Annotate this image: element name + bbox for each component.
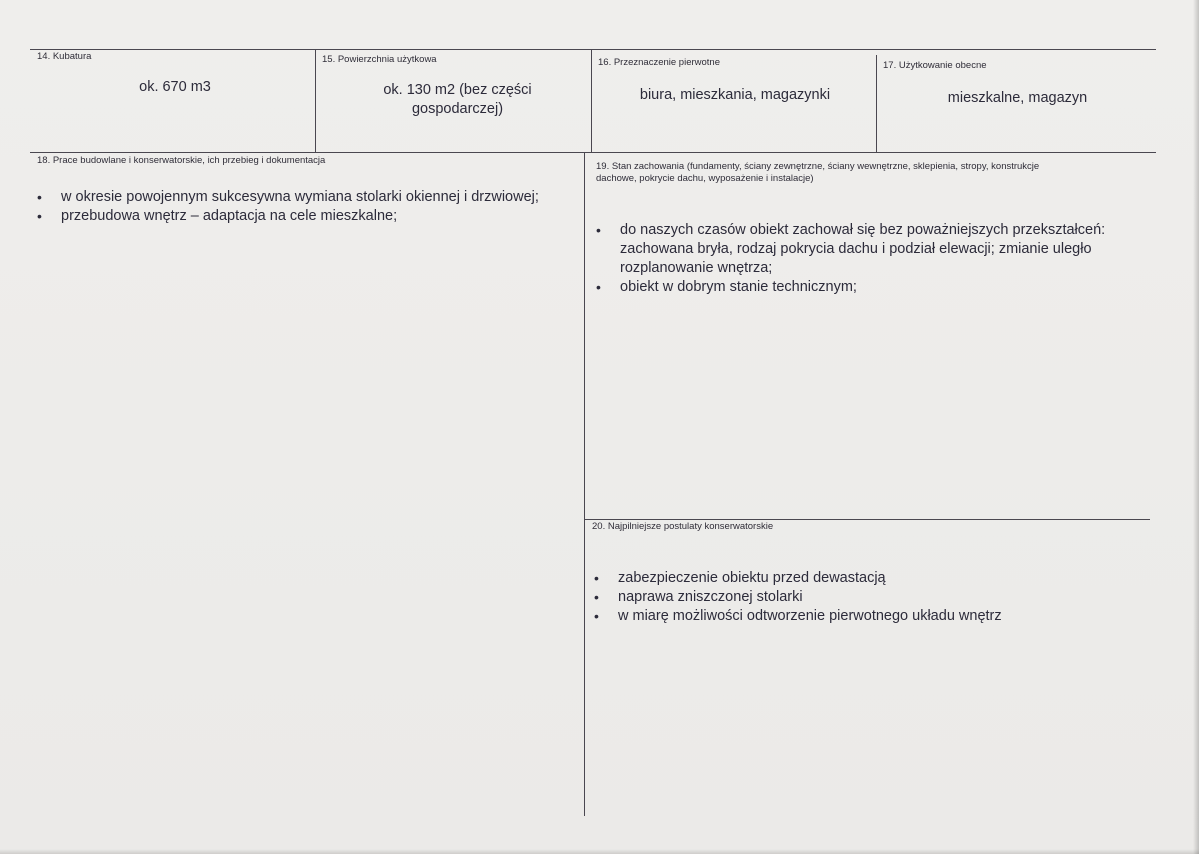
field-14-value: ok. 670 m3 <box>139 79 211 95</box>
field-15-value: ok. 130 m2 (bez części gospodarczej) <box>383 82 532 117</box>
top-row-line <box>30 49 1156 50</box>
center-divider <box>584 152 585 816</box>
list-item: • naprawa zniszczonej stolarki <box>592 588 1142 607</box>
field-17-label: 17. Użytkowanie obecne <box>883 60 987 71</box>
list-item: • przebudowa wnętrz – adaptacja na cele mieszkalne; <box>35 207 583 226</box>
list-item: • w okresie powojennym sukcesywna wymiana stolarki okiennej i drzwiowej; <box>35 188 583 207</box>
scan-edge-shadow <box>1193 0 1199 854</box>
field-19-label: 19. Stan zachowania (fundamenty, ściany zewnętrzne, ściany wewnętrzne, sklepienia, stropy, konstrukcje dachowe, pokrycie dachu, wyposażenie i instalacje) <box>596 161 1040 184</box>
field-16-value: biura, mieszkania, magazynki <box>639 87 831 103</box>
field-18-list <box>35 188 583 226</box>
col-divider-2 <box>591 49 592 153</box>
field-14-label: 14. Kubatura <box>37 51 92 62</box>
field-16-label: 16. Przeznaczenie pierwotne <box>598 57 720 68</box>
row-divider-line <box>30 152 1156 153</box>
field-20-list <box>592 569 1142 626</box>
field-19-list <box>594 221 1149 297</box>
field-20-label: 20. Najpilniejsze postulaty konserwatorskie <box>592 521 774 532</box>
field-17-value: mieszkalne, magazyn <box>947 90 1088 106</box>
field-15-label: 15. Powierzchnia użytkowa <box>322 54 437 65</box>
scan-bottom-shadow <box>0 849 1199 854</box>
list-item: • zabezpieczenie obiektu przed dewastacją <box>592 569 1142 588</box>
col-divider-3 <box>876 55 877 153</box>
field-18-label: 18. Prace budowlane i konserwatorskie, ich przebieg i dokumentacja <box>37 155 326 166</box>
list-item: • do naszych czasów obiekt zachował się bez poważniejszych przekształceń: zachowana bryła, rodzaj pokrycia dachu i podział elewacji; zmianie uległo rozplanowanie wnętrza; <box>594 221 1149 278</box>
field-20-top-line <box>584 519 1150 520</box>
list-item: • obiekt w dobrym stanie technicznym; <box>594 278 1149 297</box>
col-divider-1 <box>315 49 316 153</box>
list-item: • w miarę możliwości odtworzenie pierwotnego układu wnętrz <box>592 607 1142 626</box>
